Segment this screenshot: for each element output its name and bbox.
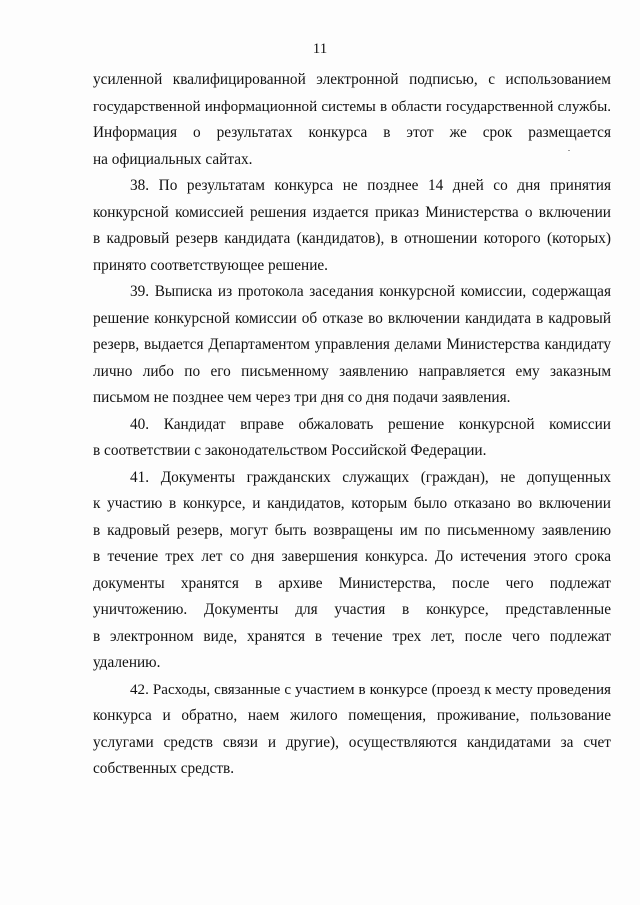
text-line: 41. Документы гражданских служащих (граждан), не допущенных <box>130 468 611 486</box>
text-line: конкурса и обратно, наем жилого помещения, проживание, пользование <box>93 707 611 724</box>
text-line: усиленной квалифицированной электронной подписью, с использованием <box>93 71 611 88</box>
text-line: государственной информационной системы в области государственной службы. <box>93 98 611 115</box>
text-line: 42. Расходы, связанные с участием в конкурсе (проезд к месту проведения <box>130 681 611 698</box>
paragraph-39 <box>93 279 611 412</box>
text-line: 39. Выписка из протокола заседания конкурсной комиссии, содержащая <box>130 283 611 300</box>
text-line: резерв, выдается Департаментом управления делами Министерства кандидату <box>93 336 611 353</box>
text-line: принято соответствующее решение. <box>93 256 328 274</box>
paragraph-continuation <box>93 67 611 173</box>
text-line: конкурсной комиссией решения издается приказ Министерства о включении <box>93 203 611 221</box>
text-line: в соответствии с законодательством Российской Федерации. <box>93 442 487 459</box>
text-line: 38. По результатам конкурса не позднее 14 дней со дня принятия <box>130 177 611 194</box>
text-line: Информация о результатах конкурса в этот же срок размещается <box>93 124 611 141</box>
page-number: 11 <box>312 41 328 57</box>
scan-speck <box>568 150 570 151</box>
text-line: на официальных сайтах. <box>93 150 253 168</box>
text-line: в кадровый резерв кандидата (кандидатов), в отношении которого (которых) <box>93 230 611 247</box>
text-line: 40. Кандидат вправе обжаловать решение конкурсной комиссии <box>130 415 611 433</box>
text-line: услугами средств связи и другие), осуществляются кандидатами за счет <box>93 733 611 751</box>
paragraph-40 <box>93 412 611 465</box>
text-line: в течение трех лет со дня завершения конкурса. До истечения этого срока <box>93 548 611 565</box>
text-line: к участию в конкурсе, и кандидатов, которым было отказано во включении <box>93 495 611 512</box>
text-line: решение конкурсной комиссии об отказе во включении кандидата в кадровый <box>93 309 611 327</box>
paragraph-42 <box>93 677 611 783</box>
document-body <box>93 67 611 783</box>
text-line: уничтожению. Документы для участия в конкурсе, представленные <box>93 601 611 618</box>
paragraph-41 <box>93 465 611 677</box>
text-line: в электронном виде, хранятся в течение трех лет, после чего подлежат <box>93 627 611 645</box>
text-line: собственных средств. <box>93 760 235 777</box>
text-line: лично либо по его письменному заявлению направляется ему заказным <box>93 362 611 380</box>
paragraph-38 <box>93 173 611 279</box>
text-line: документы хранятся в архиве Министерства, после чего подлежат <box>93 574 611 592</box>
text-line: в кадровый резерв, могут быть возвращены им по письменному заявлению <box>93 521 611 539</box>
text-line: удалению. <box>93 654 161 671</box>
text-line: письмом не позднее чем через три дня со дня подачи заявления. <box>93 389 511 406</box>
